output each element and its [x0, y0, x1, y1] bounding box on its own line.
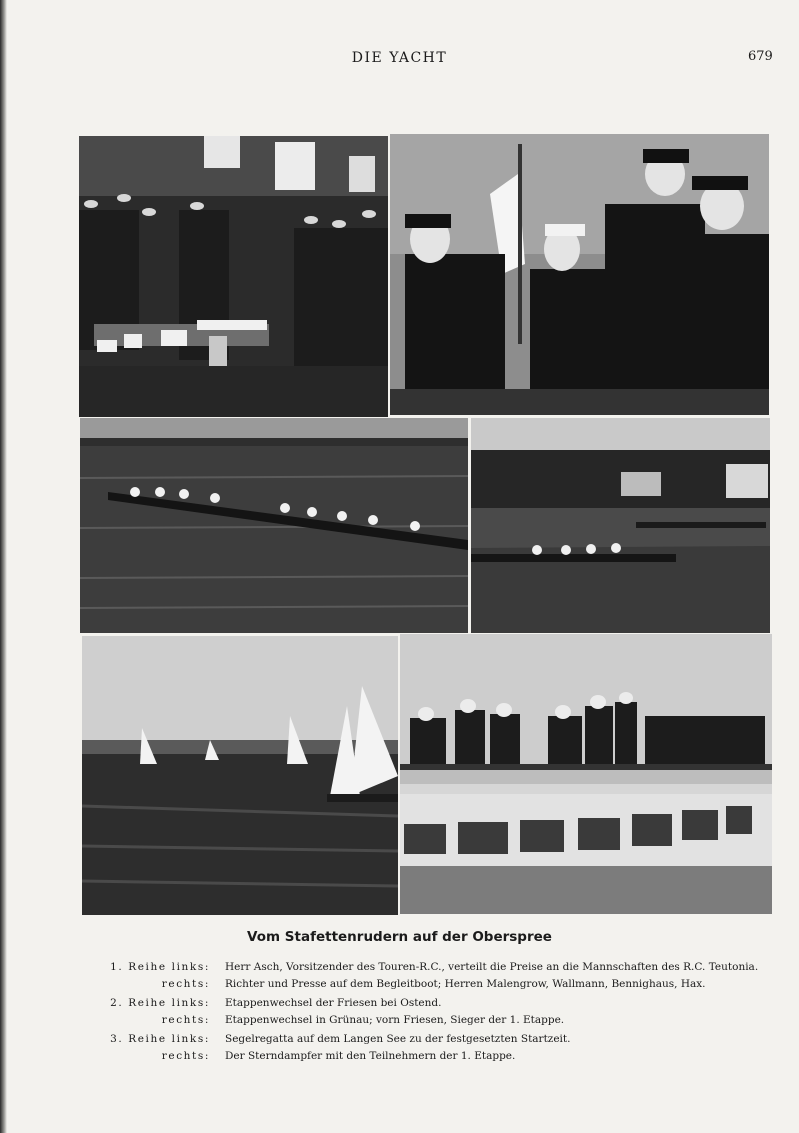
- photo-relay-change-gruenau: [471, 418, 770, 633]
- legend-row: [100, 1014, 740, 1031]
- legend-text: Etappenwechsel in Grünau; vorn Friesen, Sieger der 1. Etappe.: [225, 1014, 565, 1026]
- legend-text: Richter und Presse auf dem Begleitboot; Herren Malengrow, Wallmann, Bennighaus, Hax.: [225, 978, 706, 990]
- photo-steamer-participants: [400, 634, 772, 914]
- page-edge-shadow: [0, 0, 7, 1133]
- caption-title: Vom Stafettenrudern auf der Oberspree: [247, 929, 552, 945]
- photo-sailing-regatta: [82, 636, 398, 915]
- photo-judges-press: [390, 134, 769, 415]
- legend-row: [100, 978, 740, 995]
- photo-prize-ceremony: [79, 136, 388, 417]
- page-number: 679: [748, 49, 773, 64]
- legend-label: rechts:: [161, 1050, 210, 1062]
- legend-label: rechts:: [161, 1014, 210, 1026]
- legend-row: [100, 997, 740, 1014]
- photo-relay-change-ostend: [80, 418, 468, 633]
- legend-text: Segelregatta auf dem Langen See zu der festgesetzten Startzeit.: [225, 1033, 571, 1045]
- caption-legend: [100, 961, 759, 1067]
- legend-label: 3. Reihe links:: [110, 1033, 210, 1045]
- legend-text: Etappenwechsel der Friesen bei Ostend.: [225, 997, 442, 1009]
- legend-row: [100, 1033, 740, 1050]
- legend-text: Herr Asch, Vorsitzender des Touren-R.C., verteilt die Preise an die Mannschaften des R.C. Teutonia.: [225, 961, 759, 973]
- legend-row: [100, 961, 759, 978]
- legend-label: rechts:: [161, 978, 210, 990]
- journal-title: DIE YACHT: [351, 50, 448, 66]
- legend-text: Der Sterndampfer mit den Teilnehmern der 1. Etappe.: [225, 1050, 516, 1062]
- legend-label: 1. Reihe links:: [110, 961, 210, 973]
- legend-label: 2. Reihe links:: [110, 997, 210, 1009]
- legend-row: [100, 1050, 740, 1067]
